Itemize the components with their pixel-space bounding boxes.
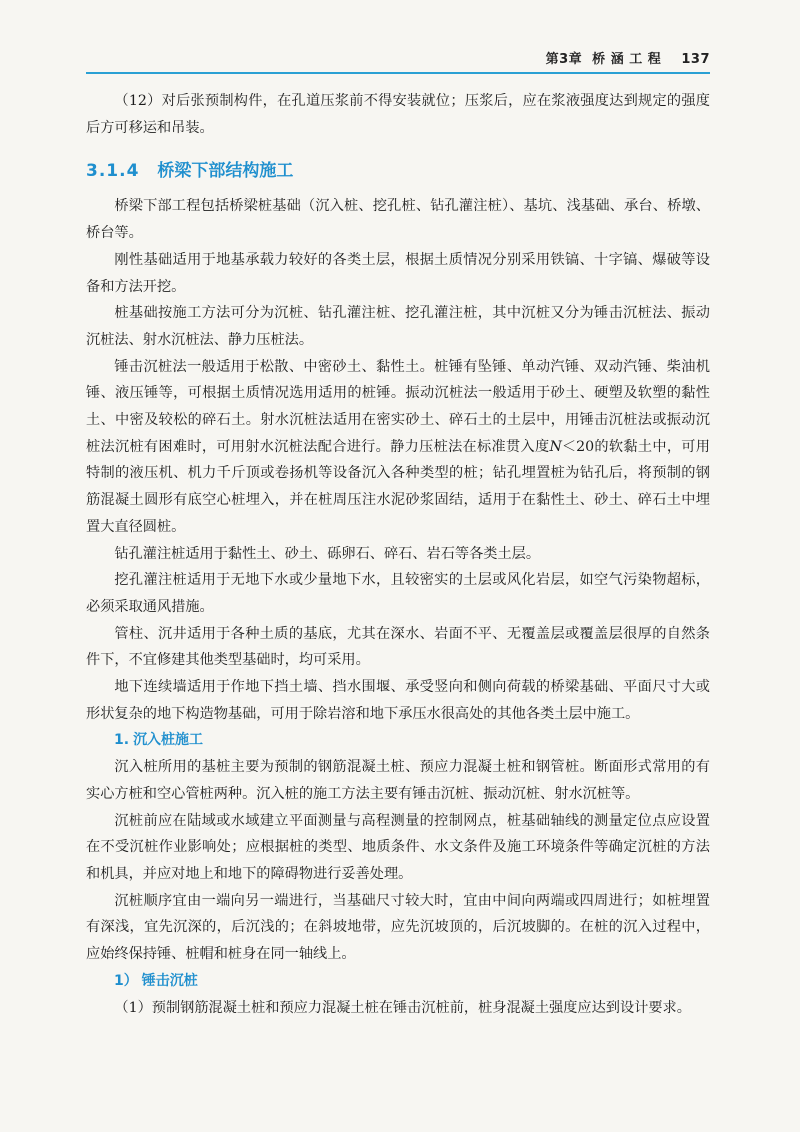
paragraph: 钻孔灌注桩适用于黏性土、砂土、砾卵石、碎石、岩石等各类土层。 bbox=[114, 545, 541, 562]
paragraph-text: ＜20的软黏土中，可用特制的液压机、机力千斤顶或卷扬机等设备沉入各种类型的桩；钻孔埋置桩为钻孔后，将预制的钢筋混凝土圆形有底空心桩埋入，并在桩周压注水泥砂浆固结，适用于在黏性土、砂土、碎石土中埋置大直径圆桩。 bbox=[86, 438, 710, 535]
paragraph: 挖孔灌注桩适用于无地下水或少量地下水，且较密实的土层或风化岩层，如空气污染物超标，必须采取通风措施。 bbox=[86, 572, 710, 615]
formula-variable: N bbox=[549, 438, 562, 455]
page-header bbox=[86, 46, 710, 74]
subsection-heading bbox=[86, 968, 710, 995]
paragraph: 地下连续墙适用于作地下挡土墙、挡水围堰、承受竖向和侧向荷载的桥梁基础、平面尺寸大或形状复杂的地下构造物基础，可用于除岩溶和地下承压水很高处的其他各类土层中施工。 bbox=[86, 679, 710, 722]
section-title: 桥梁下部结构施工 bbox=[157, 161, 294, 182]
paragraph: 桩基础按施工方法可分为沉桩、钻孔灌注桩、挖孔灌注桩，其中沉桩又分为锤击沉桩法、振动沉桩法、射水沉桩法、静力压桩法。 bbox=[86, 305, 710, 348]
subsection-title: 锤击沉桩 bbox=[141, 972, 198, 989]
paragraph: （1）预制钢筋混凝土桩和预应力混凝土桩在锤击沉桩前，桩身混凝土强度应达到设计要求。 bbox=[114, 999, 691, 1016]
subsection-heading bbox=[86, 727, 710, 754]
paragraph: 沉入桩所用的基桩主要为预制的钢筋混凝土桩、预应力混凝土桩和钢管桩。断面形式常用的有实心方桩和空心管桩两种。沉入桩的施工方法主要有锤击沉桩、振动沉桩、射水沉桩等。 bbox=[86, 759, 710, 802]
paragraph: 沉桩顺序宜由一端向另一端进行，当基础尺寸较大时，宜由中间向两端或四周进行；如桩埋置有深浅，宜先沉深的，后沉浅的；在斜坡地带，应先沉坡顶的，后沉坡脚的。在桩的沉入过程中，应始终保持锤、桩帽和桩身在同一轴线上。 bbox=[86, 892, 710, 963]
paragraph: （12）对后张预制构件，在孔道压浆前不得安装就位；压浆后，应在浆液强度达到规定的强度后方可移运和吊装。 bbox=[86, 93, 710, 136]
paragraph: 沉桩前应在陆域或水域建立平面测量与高程测量的控制网点，桩基础轴线的测量定位点应设置在不受沉桩作业影响处；应根据桩的类型、地质条件、水文条件及施工环境条件等确定沉桩的方法和机具，并应对地上和地下的障碍物进行妥善处理。 bbox=[86, 812, 710, 882]
chapter-title: 第3章 桥 涵 工 程 137 bbox=[545, 52, 710, 67]
paragraph: 桥梁下部工程包括桥梁桩基础（沉入桩、挖孔桩、钻孔灌注桩）、基坑、浅基础、承台、桥墩、桥台等。 bbox=[86, 198, 710, 242]
subsection-number: 1） bbox=[114, 972, 138, 989]
section-number: 3.1.4 bbox=[86, 161, 140, 182]
paragraph: 刚性基础适用于地基承载力较好的各类土层，根据土质情况分别采用铁镐、十字镐、爆破等设备和方法开挖。 bbox=[86, 251, 710, 295]
paragraph-text: 锤击沉桩法一般适用于松散、中密砂土、黏性土。桩锤有坠锤、单动汽锤、双动汽锤、柴油机锤、液压锤等，可根据土质情况选用适用的桩锤。振动沉桩法一般适用于砂土、硬塑及软塑的黏性土、中密及较松的碎石土。射水沉桩法适用在密实砂土、碎石土的土层中，用锤击沉桩法或振动沉桩法沉桩有困难时，可用射水沉桩法配合进行。静力压桩法在标准贯入度 bbox=[86, 358, 710, 455]
subsection-number: 1. bbox=[114, 732, 130, 749]
paragraph: 管柱、沉井适用于各种土质的基底，尤其在深水、岩面不平、无覆盖层或覆盖层很厚的自然条件下，不宜修建其他类型基础时，均可采用。 bbox=[86, 625, 710, 669]
page-body bbox=[86, 88, 710, 1021]
paragraph bbox=[86, 354, 710, 541]
subsection-title: 沉入桩施工 bbox=[133, 732, 204, 749]
section-heading bbox=[86, 159, 710, 183]
